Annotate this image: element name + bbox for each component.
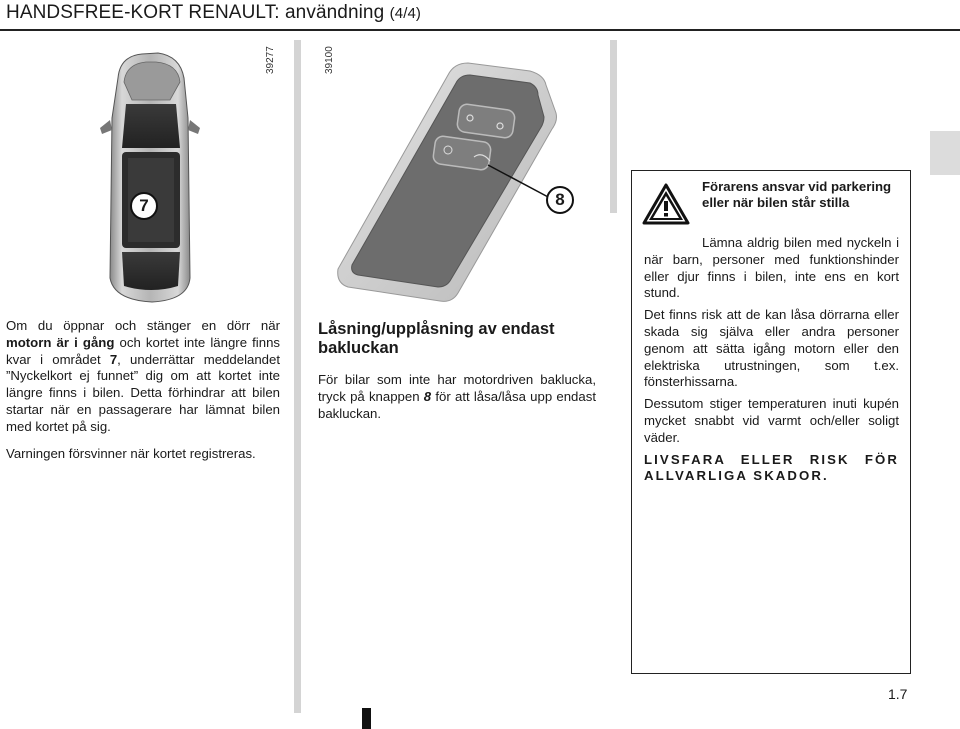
paragraph-tailgate: För bilar som inte har motordriven baklucka, tryck på knappen 8 för att låsa/låsa upp endast bakluckan. xyxy=(318,372,596,421)
danger-notice: LIVSFARA ELLER RISK FÖR ALLVARLIGA SKADOR. xyxy=(644,451,899,484)
warning-box xyxy=(631,170,911,674)
header-rule xyxy=(0,29,960,31)
crop-mark xyxy=(362,708,371,729)
title-part: (4/4) xyxy=(389,5,421,22)
column-2-text xyxy=(318,320,596,422)
column-divider-left xyxy=(294,40,301,713)
warning-body xyxy=(644,235,899,490)
callout-7: 7 xyxy=(130,192,158,220)
warning-paragraph-1: Lämna aldrig bilen med nyckeln i när barn, personer med funktionshinder eller djur finns i bilen, inte ens en kort stund. xyxy=(644,235,899,301)
car-illustration xyxy=(80,48,280,308)
paragraph-warning-disappears: Varningen försvinner när kortet registreras. xyxy=(6,445,256,461)
warning-paragraph-2: Det finns risk att de kan låsa dörrarna eller skada sig själva eller andra personer genom att sätta igång motorn eller den elektriska utrustningen, som t.ex. fönsterhissarna. xyxy=(644,307,899,390)
warning-paragraph-3: Dessutom stiger temperaturen inuti kupén mycket snabbt vid varmt och/eller soligt väder. xyxy=(644,396,899,445)
column-1-text xyxy=(6,318,280,472)
section-heading: Låsning/upplåsning av endast bakluckan xyxy=(318,320,555,357)
figure-code-car: 39277 xyxy=(265,46,276,74)
warning-triangle-icon xyxy=(642,183,690,230)
callout-8: 8 xyxy=(546,186,574,214)
title-text: HANDSFREE-KORT RENAULT: användning xyxy=(6,2,385,23)
figure-code-card: 39100 xyxy=(324,46,335,74)
page-number: 1.7 xyxy=(888,686,908,702)
warning-heading: Förarens ansvar vid parkering eller när bilen står stilla xyxy=(702,179,892,210)
column-divider-right xyxy=(610,40,617,213)
paragraph-proximity-warning: Om du öppnar och stänger en dörr när motorn är i gång och kortet inte längre finns kvar i området 7, underrättar meddelandet ”Nyckelkort ej funnet” dig om att kortet inte längre finns i bilen. Detta förhindrar att bilen startar när en passagerare har lämnat bilen med kortet på sig. xyxy=(6,318,281,434)
page-title xyxy=(6,2,421,24)
section-tab xyxy=(930,131,960,175)
card-illustration xyxy=(330,55,590,305)
car-topview-graphic xyxy=(80,48,280,308)
handsfree-card-graphic xyxy=(330,55,590,305)
